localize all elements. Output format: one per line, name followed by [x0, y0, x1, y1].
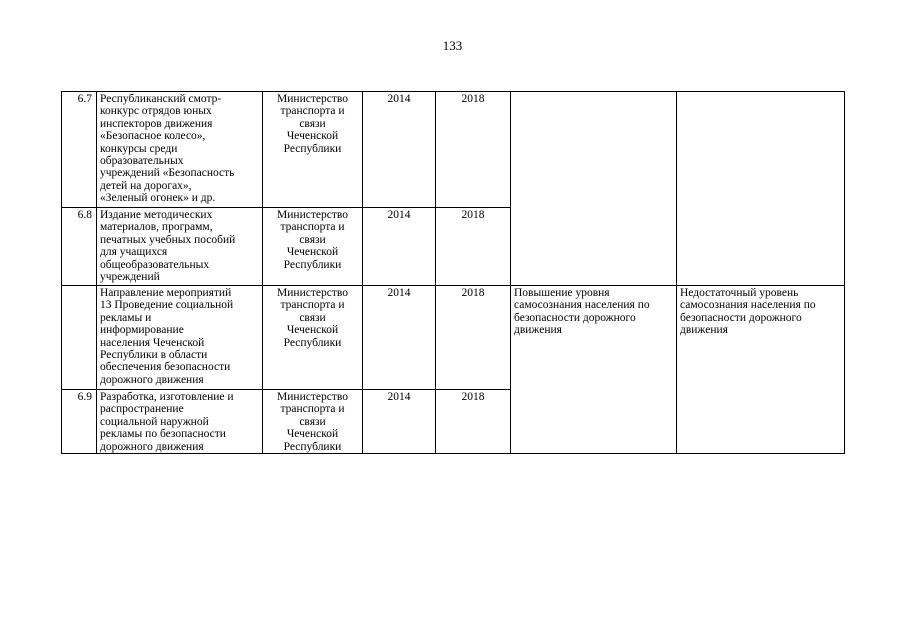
executor: Министерство транспорта и связи Чеченской Республики [277, 287, 348, 349]
start-year: 2014 [363, 208, 436, 286]
measure-name: Направление мероприятий 13 Проведение социальной рекламы и информирование населения Чеченской Республики в области обеспечения безопасности дорожного движения [100, 287, 234, 386]
row-number: 6.9 [62, 390, 97, 454]
executor: Министерство транспорта и связи Чеченской Республики [277, 93, 348, 155]
measure-name: Разработка, изготовление и распространение социальной наружной рекламы по безопасности дорожного движения [100, 391, 234, 453]
measure-name: Издание методических материалов, программ, печатных учебных пособий для учащихся общеобразовательных учреждений [100, 209, 236, 284]
result-cell-empty [511, 92, 677, 286]
start-year: 2014 [363, 390, 436, 454]
executor: Министерство транспорта и связи Чеченской Республики [277, 209, 348, 271]
start-year: 2014 [363, 92, 436, 208]
table-row [62, 286, 845, 390]
executor: Министерство транспорта и связи Чеченской Республики [277, 391, 348, 453]
expected-result: Повышение уровня самосознания населения по безопасности дорожного движения [514, 287, 650, 337]
start-year: 2014 [363, 286, 436, 390]
row-number [62, 286, 97, 390]
non-implementation-consequence: Недостаточный уровень самосознания населения по безопасности дорожного движения [680, 287, 816, 337]
end-year: 2018 [436, 286, 511, 390]
measure-name: Республиканский смотр- конкурс отрядов юных инспекторов движения «Безопасное колесо», конкурсы среди образовательных учреждений «Безопасность детей на дорогах», «Зеленый огонек» и др. [100, 93, 235, 205]
row-number: 6.8 [62, 208, 97, 286]
end-year: 2018 [436, 208, 511, 286]
page-number: 133 [442, 38, 463, 53]
end-year: 2018 [436, 390, 511, 454]
table-row [62, 92, 845, 208]
end-year: 2018 [436, 92, 511, 208]
measures-table [61, 91, 845, 454]
row-number: 6.7 [62, 92, 97, 208]
consequence-cell-empty [677, 92, 845, 286]
